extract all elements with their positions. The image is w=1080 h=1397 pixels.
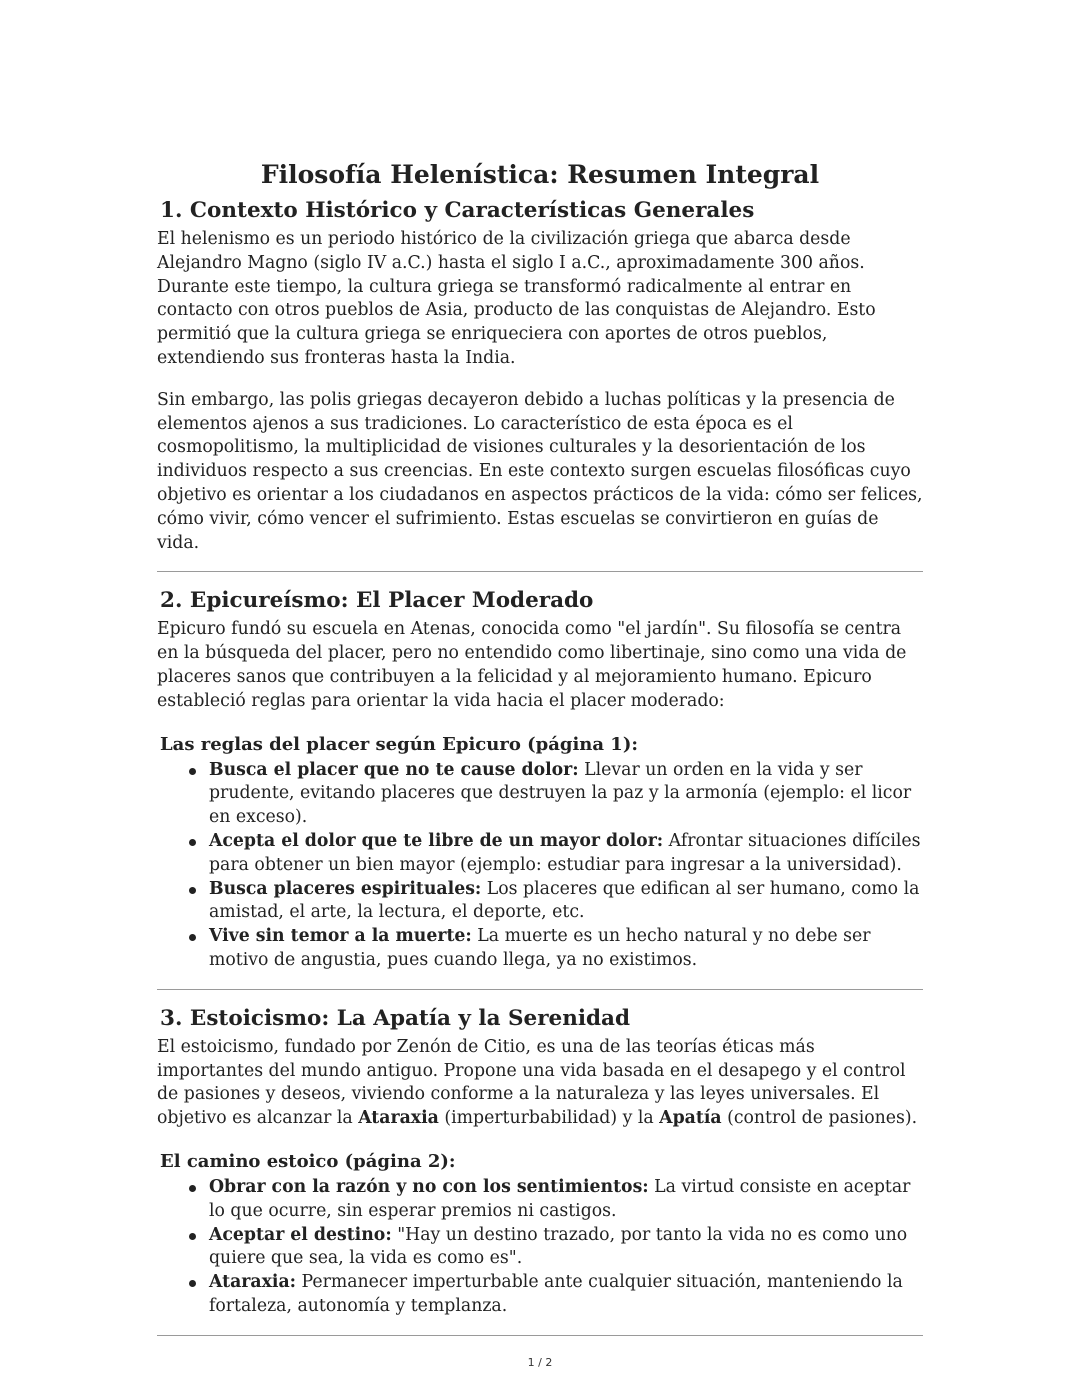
term-apatia: Apatía [659,1108,722,1129]
list-item-term: Obrar con la razón y no con los sentimientos: [209,1176,649,1197]
subsection-heading: El camino estoico (página 2): [160,1150,456,1172]
list-item-term: Aceptar el destino: [209,1224,392,1245]
list-item-text: La muerte es un hecho natural y no debe ser motivo de angustia, pues cuando llega, ya no existimos. [209,926,871,970]
section-context [157,196,923,555]
list-item [209,1176,923,1224]
list-item-term: Busca placeres espirituales: [209,878,482,899]
list-item-text: Permanecer imperturbable ante cualquier situación, manteniendo la fortaleza, autonomía y templanza. [209,1272,903,1316]
list-item [209,925,923,973]
stoic-path-list [157,1176,923,1319]
list-item-term: Acepta el dolor que te libre de un mayor dolor: [209,830,664,851]
subsection-heading: Las reglas del placer según Epicuro (página 1): [160,733,638,755]
list-item [209,1271,923,1319]
paragraph-text: (control de pasiones). [721,1108,918,1129]
section-divider [157,1335,923,1336]
list-item [209,759,923,830]
paragraph: El helenismo es un periodo histórico de la civilización griega que abarca desde Alejandro Magno (siglo IV a.C.) hasta el siglo I a.C., aproximadamente 300 años. Durante este tiempo, la cultura griega se transformó radicalmente al entrar en contacto con otros pueblos de Asia, producto de las conquistas de Alejandro. Esto permitió que la cultura griega se enriqueciera con aportes de otros pueblos, extendiendo sus fronteras hasta la India. [157,229,876,368]
rules-list [157,759,923,973]
document-page [157,158,923,1336]
document-title: Filosofía Helenística: Resumen Integral [260,160,820,189]
section-heading: 3. Estoicismo: La Apatía y la Serenidad [160,1005,630,1031]
list-item-text: Los placeres que edifican al ser humano, como la amistad, el arte, la lectura, el deporte, etc. [209,878,920,923]
page-indicator: 1 / 2 [527,1356,553,1369]
list-item-term: Vive sin temor a la muerte: [209,926,472,947]
list-item-text: Afrontar situaciones difíciles para obtener un bien mayor (ejemplo: estudiar para ingresar a la universidad). [209,830,921,875]
list-item-text: Llevar un orden en la vida y ser prudente, evitando placeres que destruyen la paz y la armonía (ejemplo: el licor en exceso). [209,759,912,828]
list-item-term: Ataraxia: [209,1272,297,1293]
section-heading: 1. Contexto Histórico y Características Generales [160,198,755,223]
list-item-text: La virtud consiste en aceptar lo que ocurre, sin esperar premios ni castigos. [209,1176,911,1221]
paragraph: Sin embargo, las polis griegas decayeron debido a luchas políticas y la presencia de elementos ajenos a sus tradiciones. Lo característico de esta época es el cosmopolitismo, la multiplicidad de visiones culturales y la desorientación de los individuos respecto a sus creencias. En este contexto surgen escuelas filosóficas cuyo objetivo es orientar a los ciudadanos en aspectos prácticos de la vida: cómo ser felices, cómo vivir, cómo vencer el sufrimiento. Estas escuelas se convirtieron en guías de vida. [157,389,923,553]
section-epicureanism [157,572,923,972]
list-item [209,1224,923,1272]
term-ataraxia: Ataraxia [358,1108,439,1129]
paragraph [157,1036,923,1131]
list-item [209,830,923,878]
section-stoicism [157,990,923,1319]
list-item-text: "Hay un destino trazado, por tanto la vida no es como uno quiere que sea, la vida es como es". [209,1224,908,1269]
section-heading: 2. Epicureísmo: El Placer Moderado [160,588,594,614]
list-item [209,878,923,926]
list-item-term: Busca el placer que no te cause dolor: [209,759,579,780]
paragraph: Epicuro fundó su escuela en Atenas, conocida como "el jardín". Su filosofía se centra en la búsqueda del placer, pero no entendido como libertinaje, sino como una vida de placeres sanos que contribuyen a la felicidad y al mejoramiento humano. Epicuro estableció reglas para orientar la vida hacia el placer moderado: [157,619,907,711]
paragraph-text: El estoicismo, fundado por Zenón de Citio, es una de las teorías éticas más importantes del mundo antiguo. Propone una vida basada en el desapego y el control de pasiones y deseos, viviendo conforme a la naturaleza y las leyes universales. El objetivo es alcanzar la [157,1036,906,1129]
paragraph-text: (imperturbabilidad) y la [438,1108,660,1129]
